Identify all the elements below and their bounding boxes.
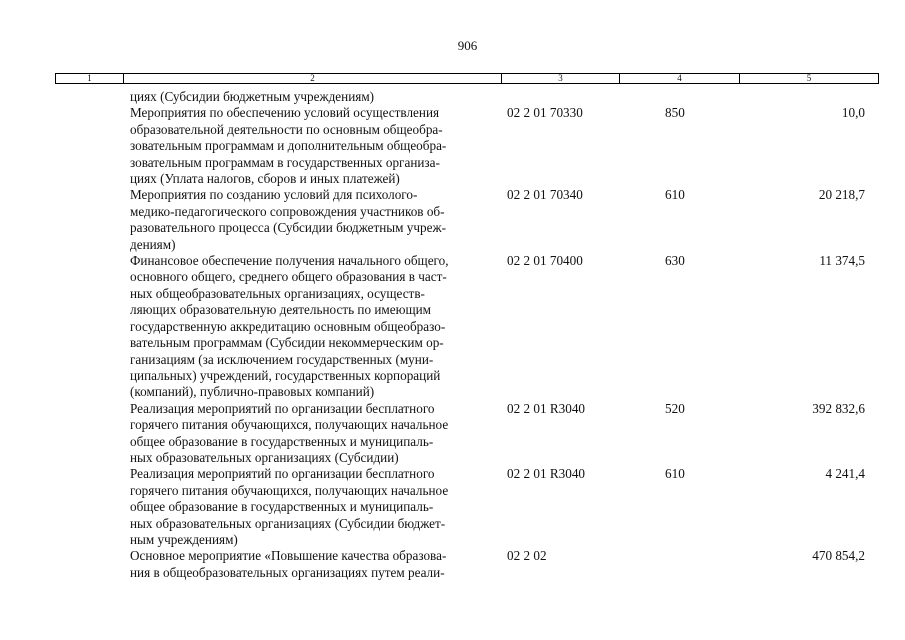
description-line: горячего питания обучающихся, получающих начальное (130, 417, 449, 433)
description-line: ния в общеобразовательных организациях путем реали- (130, 564, 445, 580)
description-line: ных образовательных организациях (Субсидии) (130, 449, 399, 465)
row-amount (725, 89, 865, 105)
row-expense-type (665, 89, 725, 105)
row-expense-type: 520 (665, 400, 685, 416)
description-line: (компаний), публично-правовых компаний) (130, 384, 375, 400)
table-row (0, 548, 905, 581)
description-line: Мероприятия по созданию условий для психолого- (130, 187, 418, 203)
table-row (0, 466, 905, 548)
description-line: горячего питания обучающихся, получающих начальное (130, 482, 449, 498)
row-amount: 20 218,7 (818, 187, 865, 203)
table-row (0, 187, 905, 253)
row-amount: 4 241,4 (825, 466, 865, 482)
row-code: 02 2 01 70330 (507, 105, 583, 121)
description-line: Мероприятия по обеспечению условий осуществления (130, 105, 440, 121)
description-line: Основное мероприятие «Повышение качества образова- (130, 548, 447, 564)
column-header-2: 2 (124, 74, 502, 83)
description-line: образовательной деятельности по основным общеобра- (130, 121, 443, 137)
description-line: циях (Уплата налогов, сборов и иных платежей) (130, 171, 400, 187)
page-number: 906 (457, 38, 478, 53)
description-line: общее образование в государственных и муниципаль- (130, 499, 434, 515)
row-description (130, 401, 495, 467)
column-header-row (55, 73, 879, 84)
description-line: государственную аккредитацию основным общеобразо- (130, 318, 446, 334)
table-body (0, 89, 905, 581)
description-line: циях (Субсидии бюджетным учреждениям) (130, 89, 375, 104)
row-description (130, 187, 495, 253)
row-code: 02 2 02 (507, 548, 547, 564)
row-expense-type: 850 (665, 105, 685, 121)
row-amount: 10,0 (841, 105, 865, 121)
description-line: ных общеобразовательных организациях, осуществ- (130, 285, 425, 301)
row-description (130, 105, 495, 187)
description-line: основного общего, среднего общего образования в част- (130, 269, 447, 285)
description-line: ляющих образовательную деятельность по имеющим (130, 302, 432, 318)
row-description (130, 253, 495, 401)
description-line: общее образование в государственных и муниципаль- (130, 433, 434, 449)
description-line: ципальных) учреждений, государственных корпораций (130, 367, 441, 383)
row-expense-type: 610 (665, 466, 685, 482)
row-amount: 470 854,2 (812, 548, 865, 564)
row-code: 02 2 01 70400 (507, 253, 583, 269)
table-row (0, 253, 905, 401)
description-line: вательным программам (Субсидии некоммерческим ор- (130, 335, 444, 351)
column-header-4: 4 (620, 74, 740, 83)
table-row (0, 89, 905, 105)
row-description (130, 466, 495, 548)
column-header-1: 1 (56, 74, 124, 83)
description-line: ганизациям (за исключением государственных (муни- (130, 351, 434, 367)
description-line: ным учреждениям) (130, 531, 238, 547)
row-code: 02 2 01 R3040 (507, 400, 586, 416)
row-code: 02 2 01 70340 (507, 187, 583, 203)
table-row (0, 401, 905, 467)
row-code (507, 89, 637, 105)
description-line: Финансовое обеспечение получения начального общего, (130, 253, 449, 269)
row-expense-type (665, 548, 725, 581)
row-amount: 11 374,5 (819, 253, 865, 269)
row-description (130, 548, 495, 581)
description-line: медико-педагогического сопровождения участников об- (130, 203, 445, 219)
description-line: Реализация мероприятий по организации бесплатного (130, 400, 435, 416)
row-expense-type: 630 (665, 253, 685, 269)
description-line: зовательным программам и дополнительным общеобра- (130, 138, 447, 154)
column-header-3: 3 (502, 74, 620, 83)
row-amount: 392 832,6 (812, 400, 865, 416)
row-expense-type: 610 (665, 187, 685, 203)
description-line: зовательным программам в государственных организа- (130, 154, 440, 170)
row-description (130, 89, 495, 105)
column-header-5: 5 (806, 73, 812, 83)
description-line: Реализация мероприятий по организации бесплатного (130, 466, 435, 482)
description-line: ных образовательных организациях (Субсидии бюджет- (130, 515, 446, 531)
row-code: 02 2 01 R3040 (507, 466, 586, 482)
description-line: разовательного процесса (Субсидии бюджетным учреж- (130, 220, 446, 236)
table-row (0, 105, 905, 187)
description-line: дениям) (130, 236, 176, 252)
